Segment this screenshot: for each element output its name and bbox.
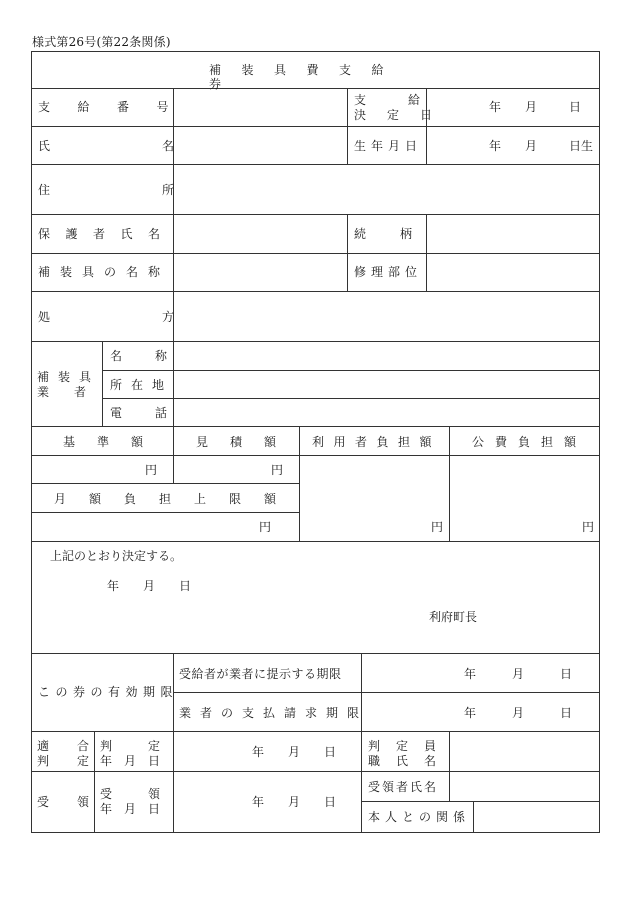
label-address: 住所 <box>38 183 287 197</box>
label-vendor-phone: 電話 <box>110 406 201 420</box>
birth-date-value: 年 月 日生 <box>489 139 594 153</box>
label-judge-date-1: 判定 <box>100 739 197 753</box>
label-claim-deadline: 業者の支払請求期限 <box>179 706 369 720</box>
form-title <box>209 63 421 91</box>
label-relation-to-self: 本人との関係 <box>368 810 471 824</box>
title-text: 補装具費支給券 <box>209 63 405 91</box>
user-burden-yen: 円 <box>431 520 444 534</box>
decision-text: 上記のとおり決定する。 <box>50 549 183 563</box>
receipt-date-value: 年 月 日 <box>252 795 337 809</box>
label-public-burden: 公費負担額 <box>472 435 588 449</box>
public-burden-yen: 円 <box>582 520 595 534</box>
label-fit-2: 判定 <box>37 754 118 768</box>
label-prescription: 処方 <box>38 310 287 324</box>
label-birth-date: 生年月日 <box>354 139 423 153</box>
label-vendor-name: 名称 <box>110 349 201 363</box>
label-estimate-amount: 見積額 <box>196 435 299 449</box>
label-present-deadline: 受給者が業者に提示する期限 <box>179 667 342 681</box>
present-deadline-value: 年 月 日 <box>464 667 573 681</box>
label-monthly-limit: 月額負担上限額 <box>54 492 300 506</box>
label-name: 氏名 <box>38 139 287 153</box>
form-number: 様式第26号(第22条関係) <box>32 35 171 49</box>
supply-voucher-form <box>31 51 600 833</box>
label-device-name: 補装具の名称 <box>38 265 171 279</box>
decision-date-value: 年 月 日 <box>489 100 582 114</box>
decision-date: 年 月 日 <box>107 579 192 593</box>
label-repair-part: 修理部位 <box>354 265 423 279</box>
judge-date-value: 年 月 日 <box>252 745 337 759</box>
label-receipt: 受領 <box>37 795 118 809</box>
label-judge-officer-2: 職氏名 <box>368 754 453 768</box>
mayor-title: 利府町長 <box>429 610 478 624</box>
label-vendor-2: 業者 <box>37 385 112 399</box>
label-user-burden: 利用者負担額 <box>312 435 442 449</box>
label-guardian-name: 保護者氏名 <box>38 227 176 241</box>
label-fit-1: 適合 <box>37 739 118 753</box>
label-vendor-1: 補装具 <box>37 370 101 384</box>
label-decision-date-2: 決定日 <box>354 108 454 122</box>
estimate-yen: 円 <box>271 463 284 477</box>
limit-yen: 円 <box>259 520 272 534</box>
label-receiver-name: 受領者氏名 <box>368 780 439 794</box>
label-relationship: 続柄 <box>354 227 447 241</box>
label-judge-officer-1: 判定員 <box>368 739 453 753</box>
standard-yen: 円 <box>145 463 158 477</box>
label-receipt-date-2: 年月日 <box>100 802 173 816</box>
label-standard-amount: 基準額 <box>63 435 166 449</box>
label-receipt-date-1: 受領 <box>100 787 197 801</box>
label-validity: この券の有効期限 <box>38 685 179 699</box>
label-decision-date-1: 支給 <box>354 93 463 107</box>
claim-deadline-value: 年 月 日 <box>464 706 573 720</box>
label-judge-date-2: 年月日 <box>100 754 173 768</box>
label-supply-number: 支給番号 <box>38 100 197 114</box>
label-vendor-location: 所在地 <box>110 378 174 392</box>
